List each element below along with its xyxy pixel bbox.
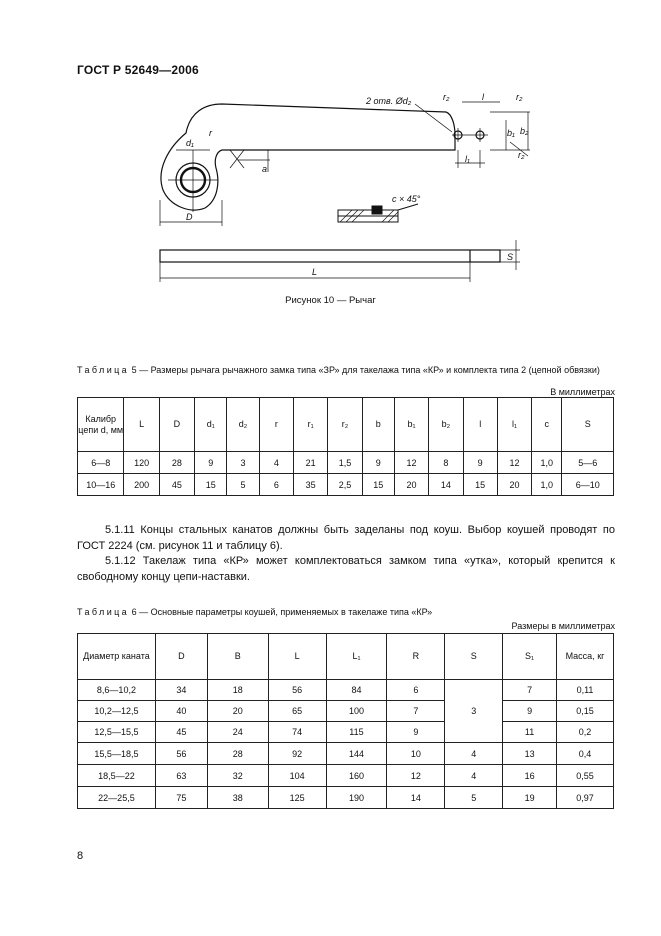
t5-cell: 9 [362,452,394,474]
t6-cell: 22—25,5 [78,787,156,809]
document-header: ГОСТ Р 52649—2006 [77,63,199,77]
t5-cell: 20 [394,474,428,496]
t6-cell: 160 [326,765,387,787]
t5-header: b₂ [429,398,463,452]
label-r: r [209,128,212,138]
t6-header: L₁ [326,634,387,680]
t5-cell: 15 [195,474,227,496]
t5-cell: 15 [362,474,394,496]
t5-header: r₂ [328,398,362,452]
t5-cell: 9 [463,452,497,474]
label-l: l [482,92,484,102]
t6-cell: 125 [268,787,326,809]
table5-caption-label: Таблица [77,365,130,375]
label-c45: c × 45° [392,194,421,204]
t5-cell: 35 [293,474,327,496]
t6-cell: 13 [503,743,557,765]
t6-cell: 38 [207,787,268,809]
body-text [77,523,615,585]
label-r2-right: r₂ [516,92,523,102]
t6-cell: 7 [387,701,445,722]
t6-cell: 9 [387,722,445,743]
label-L: L [312,267,318,277]
t6-cell: 0,97 [557,787,614,809]
t6-cell: 65 [268,701,326,722]
table6-caption-label: Таблица [77,607,130,617]
t6-cell: 92 [268,743,326,765]
t6-cell: 6 [387,680,445,701]
table6 [77,633,614,809]
t6-cell: 63 [155,765,207,787]
t5-header: l₁ [497,398,531,452]
t6-header: L [268,634,326,680]
t5-cell: 6—8 [78,452,124,474]
t5-cell: 9 [195,452,227,474]
t5-header: d₁ [195,398,227,452]
t6-cell: 84 [326,680,387,701]
table-row [78,765,614,787]
t6-cell: 11 [503,722,557,743]
t6-cell: 5 [445,787,503,809]
t5-cell: 200 [124,474,159,496]
t5-cell: 45 [159,474,194,496]
label-r2-top: r₂ [443,92,450,102]
t6-cell: 4 [445,765,503,787]
t6-header: R [387,634,445,680]
t5-header: l [463,398,497,452]
t5-header: Калибр цепи d, мм [78,398,124,452]
t6-cell: 19 [503,787,557,809]
t6-cell: 24 [207,722,268,743]
table-row [78,452,614,474]
table-row [78,787,614,809]
t6-header: D [155,634,207,680]
lever-drawing [150,88,530,288]
paragraph-5-1-11: 5.1.11 Концы стальных канатов должны быть заделаны под коуш. Выбор коушей проводят по ГОСТ 2224 (см. рисунок 11 и таблицу 6). [77,524,615,552]
t6-cell: 75 [155,787,207,809]
t5-cell: 1,5 [328,452,362,474]
t6-cell: 34 [155,680,207,701]
t5-cell: 2,5 [328,474,362,496]
t5-cell: 5—6 [562,452,614,474]
t6-cell: 10 [387,743,445,765]
t6-cell: 0,15 [557,701,614,722]
t5-header: r₁ [293,398,327,452]
t6-header: S₁ [503,634,557,680]
t6-cell: 9 [503,701,557,722]
label-holes: 2 отв. Ød₂ [366,96,412,106]
t6-cell: 16 [503,765,557,787]
t5-header: c [532,398,562,452]
t5-cell: 8 [429,452,463,474]
t6-cell: 4 [445,743,503,765]
t5-cell: 15 [463,474,497,496]
label-d1: d₁ [186,138,194,148]
t6-cell: 14 [387,787,445,809]
t6-cell: 40 [155,701,207,722]
t6-cell: 0,2 [557,722,614,743]
t6-cell-merged: 3 [445,680,503,743]
t6-cell: 0,11 [557,680,614,701]
t6-cell: 7 [503,680,557,701]
t5-header: S [562,398,614,452]
t6-header: Масса, кг [557,634,614,680]
t5-cell: 10—16 [78,474,124,496]
table6-caption [77,606,617,619]
table-row [78,474,614,496]
t5-cell: 6 [259,474,293,496]
t6-cell: 18 [207,680,268,701]
t6-cell: 190 [326,787,387,809]
t6-header: Диаметр каната [78,634,156,680]
t5-header: b [362,398,394,452]
t5-header: b₁ [394,398,428,452]
table6-caption-text: 6 — Основные параметры коушей, применяемых в такелаже типа «КР» [129,607,433,617]
paragraph-5-1-12: 5.1.12 Такелаж типа «КР» может комплектоваться замком типа «утка», который крепится к свободному концу цепи-наставки. [77,555,615,583]
t6-cell: 56 [155,743,207,765]
t6-header: S [445,634,503,680]
table6-units: Размеры в миллиметрах [511,621,615,631]
table-row [78,680,614,701]
t6-header: B [207,634,268,680]
table-row [78,701,614,722]
t6-cell: 104 [268,765,326,787]
table5-caption-text: 5 — Размеры рычага рычажного замка типа «ЗР» для такелажа типа «КР» и комплекта типа 2 (цепной обвязки) [129,365,600,375]
table-row [78,722,614,743]
t5-cell: 12 [497,452,531,474]
label-D: D [186,212,193,222]
t6-cell: 15,5—18,5 [78,743,156,765]
t6-cell: 45 [155,722,207,743]
t5-header: L [124,398,159,452]
t6-cell: 18,5—22 [78,765,156,787]
t5-header: d₂ [227,398,259,452]
table-row [78,743,614,765]
t5-header: r [259,398,293,452]
t6-cell: 100 [326,701,387,722]
t5-cell: 1,0 [532,474,562,496]
t6-cell: 144 [326,743,387,765]
t6-cell: 12,5—15,5 [78,722,156,743]
label-b1: b₁ [507,128,515,138]
t6-cell: 0,55 [557,765,614,787]
t6-cell: 10,2—12,5 [78,701,156,722]
label-S: S [507,252,514,262]
t6-cell: 28 [207,743,268,765]
table5-caption [77,364,617,377]
t5-cell: 5 [227,474,259,496]
page-number: 8 [77,850,84,862]
t5-cell: 12 [394,452,428,474]
t5-cell: 4 [259,452,293,474]
t5-cell: 14 [429,474,463,496]
figure-caption: Рисунок 10 — Рычаг [285,295,376,306]
t6-cell: 32 [207,765,268,787]
table5 [77,397,614,496]
t6-cell: 20 [207,701,268,722]
t5-cell: 6—10 [562,474,614,496]
label-b2: b₂ [520,126,529,136]
label-l1: l₁ [465,154,470,164]
t5-header: D [159,398,194,452]
t5-cell: 20 [497,474,531,496]
t5-cell: 21 [293,452,327,474]
t6-cell: 0,4 [557,743,614,765]
label-a: a [262,164,268,174]
t6-cell: 8,6—10,2 [78,680,156,701]
t5-cell: 28 [159,452,194,474]
t5-cell: 120 [124,452,159,474]
t6-cell: 74 [268,722,326,743]
t6-cell: 56 [268,680,326,701]
t6-cell: 12 [387,765,445,787]
t5-cell: 1,0 [532,452,562,474]
t5-cell: 3 [227,452,259,474]
label-r2-bottom: r₂ [518,150,525,160]
t6-cell: 115 [326,722,387,743]
table5-units: В миллиметрах [550,387,615,397]
